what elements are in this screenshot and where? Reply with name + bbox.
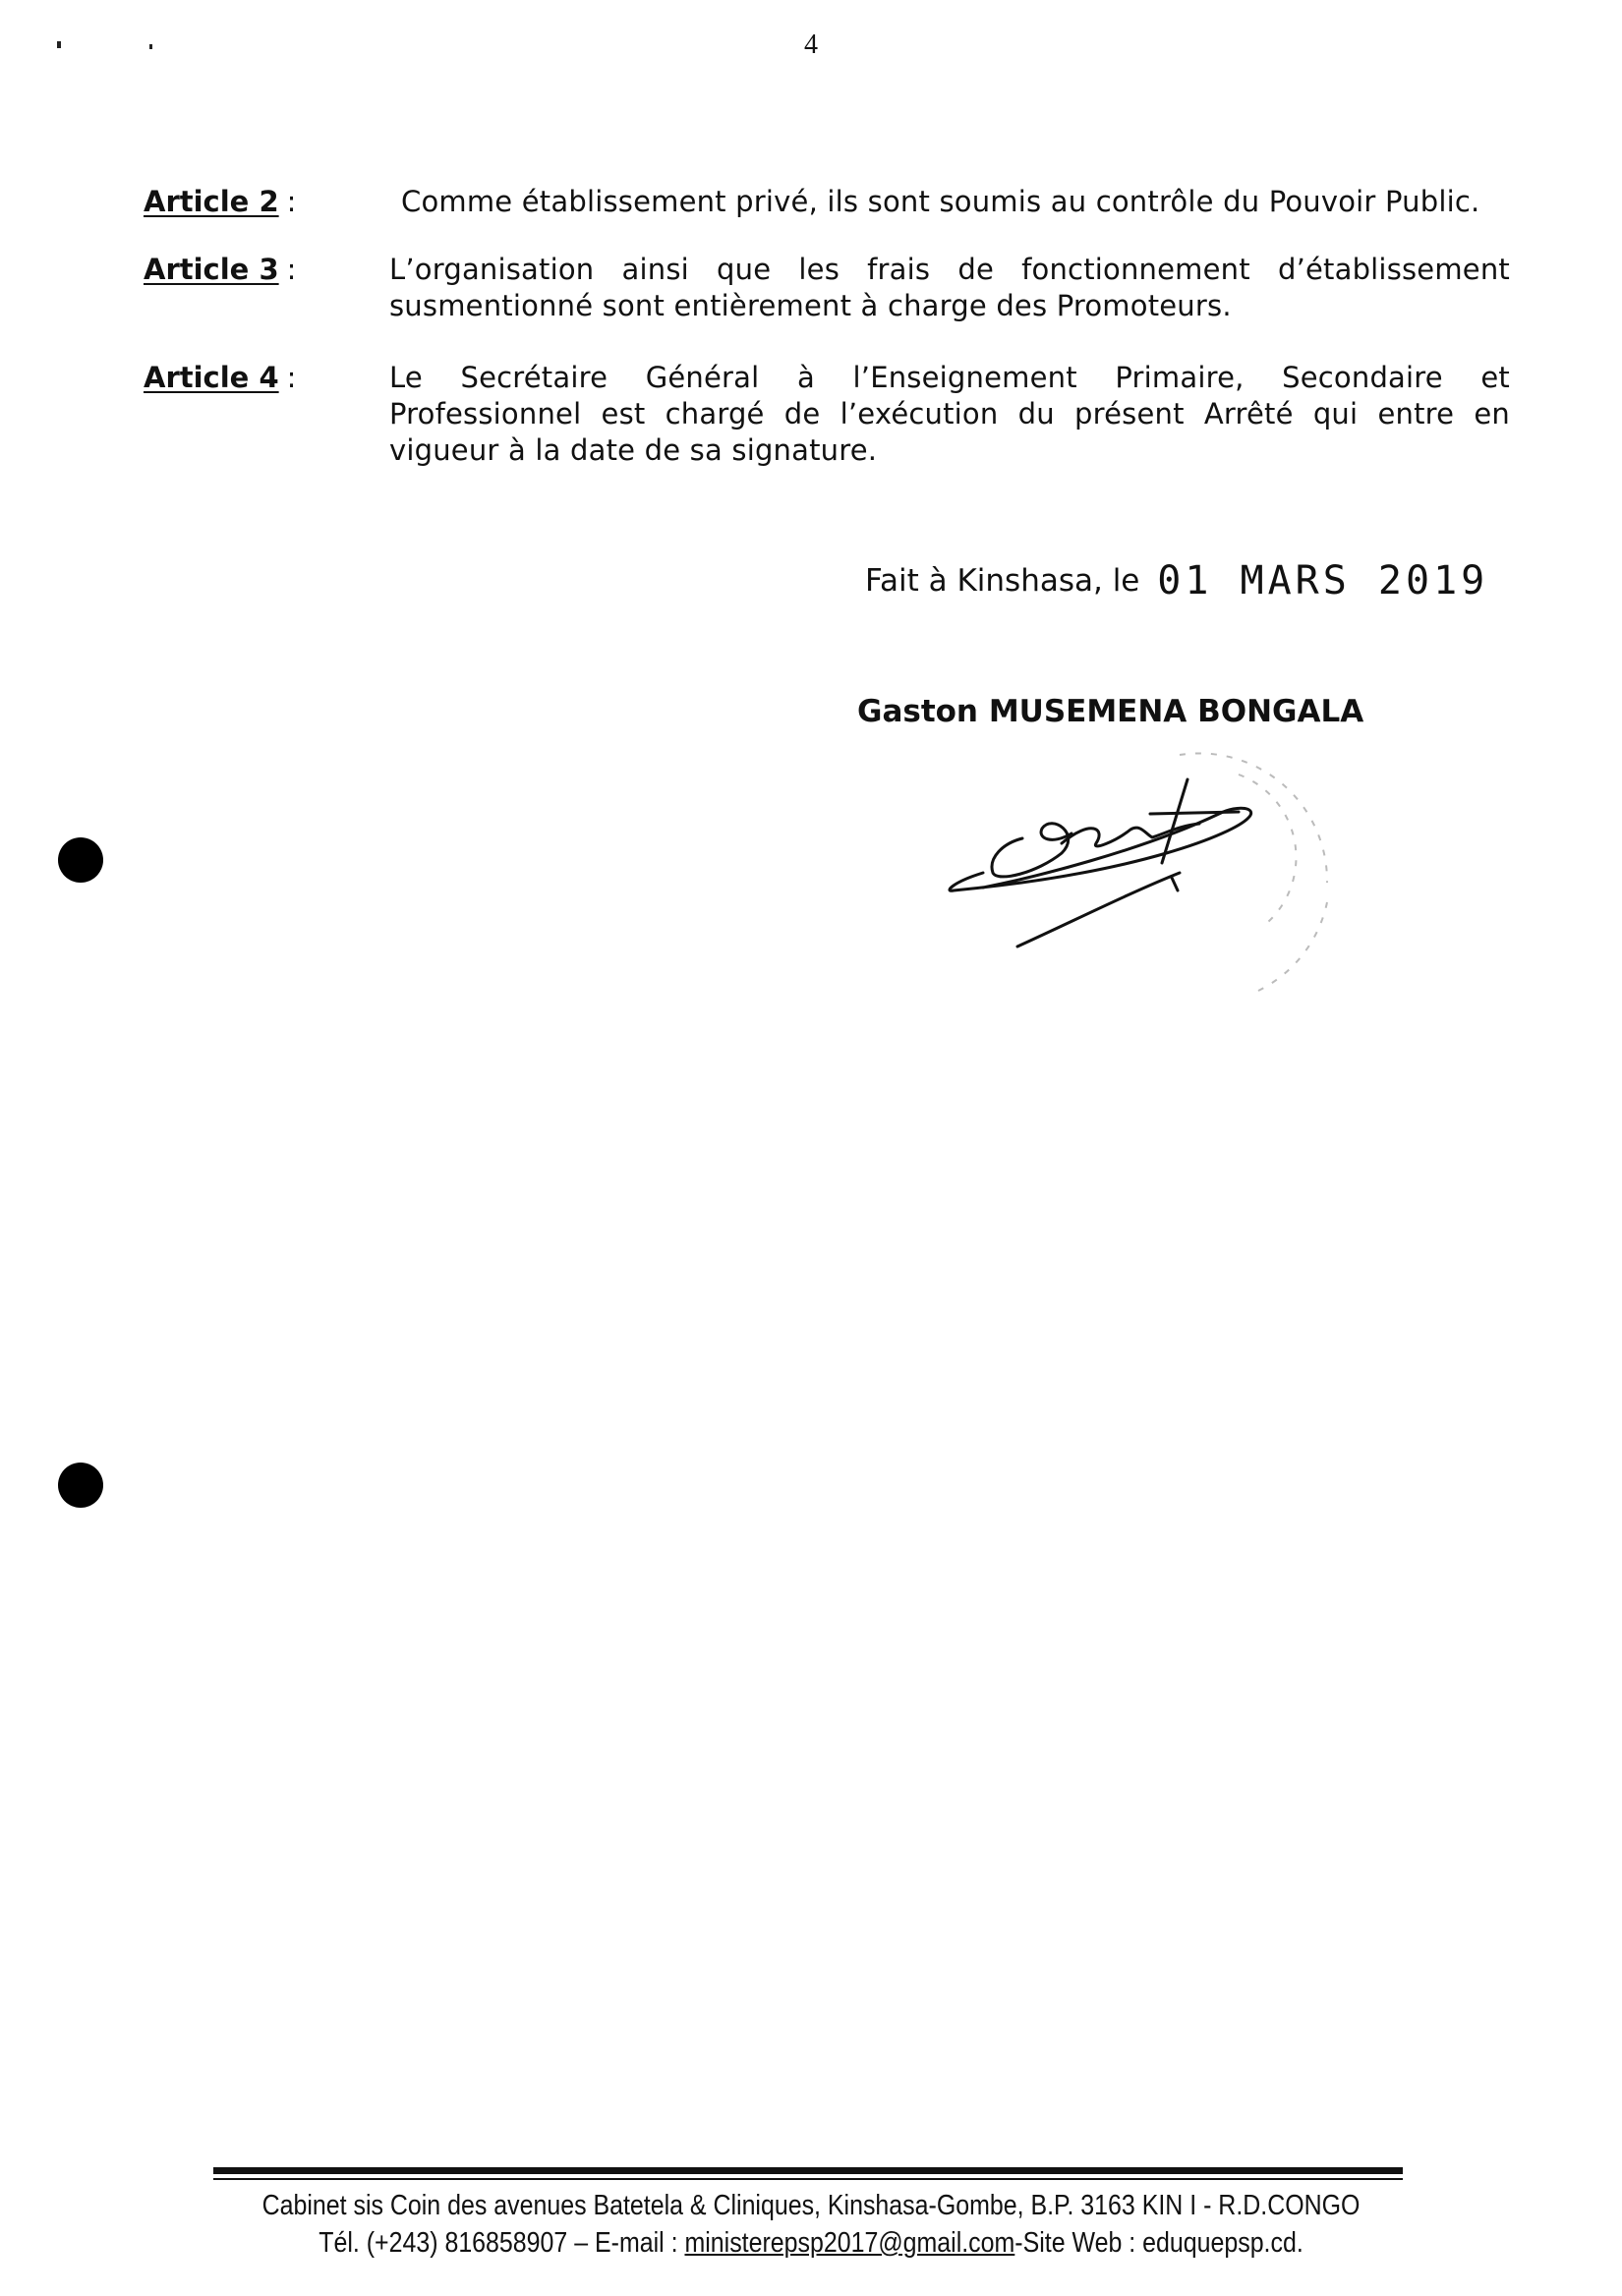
punch-hole [58,837,103,883]
article-label-colon: : [286,253,297,286]
article-label [144,360,389,469]
article-body: L’organisation ainsi que les frais de fonctionnement d’établissement susmentionné sont entièrement à charge des Promoteurs. [389,253,1510,322]
article-label [144,252,389,324]
signatory-last-name: MUSEMENA BONGALA [988,694,1364,729]
article-4 [144,360,1510,469]
article-label-text: Article 4 [144,361,279,394]
article-label-colon: : [286,361,297,394]
article-2 [144,184,1510,220]
footer-website: -Site Web : eduquepsp.cd. [1014,2227,1303,2259]
place-text: Fait à Kinshasa, le [865,563,1140,599]
article-label-text: Article 2 [144,185,279,218]
article-body: Comme établissement privé, ils sont soumis au contrôle du Pouvoir Public. [401,185,1480,218]
article-label [144,184,389,220]
place-date [865,558,1488,603]
footer-address: Cabinet sis Coin des avenues Batetela & Cliniques, Kinshasa-Gombe, B.P. 3163 KIN I - R.D.CONGO [261,2190,1361,2221]
article-body: Le Secrétaire Général à l’Enseignement Primaire, Secondaire et Professionnel est chargé de l’exécution du présent Arrêté qui entre en vigueur à la date de sa signature. [389,361,1510,467]
footer-contact [114,2227,1509,2260]
article-3 [144,252,1510,324]
footer-phone: Tél. (+243) 816858907 – E-mail : [319,2227,685,2259]
punch-hole [58,1463,103,1508]
signatory-first-name: Gaston [857,694,979,729]
signatory-name [857,694,1363,729]
article-label-colon: : [286,185,297,218]
page-number: 4 [804,29,818,60]
article-label-text: Article 3 [144,253,279,286]
handwritten-signature [944,735,1357,1010]
faint-stamp [1180,753,1327,991]
footer-divider [213,2167,1403,2174]
footer-divider [213,2178,1403,2180]
email-link[interactable]: ministerepsp2017@gmail.com [684,2227,1015,2259]
date-stamp: 01 MARS 2019 [1157,558,1489,603]
